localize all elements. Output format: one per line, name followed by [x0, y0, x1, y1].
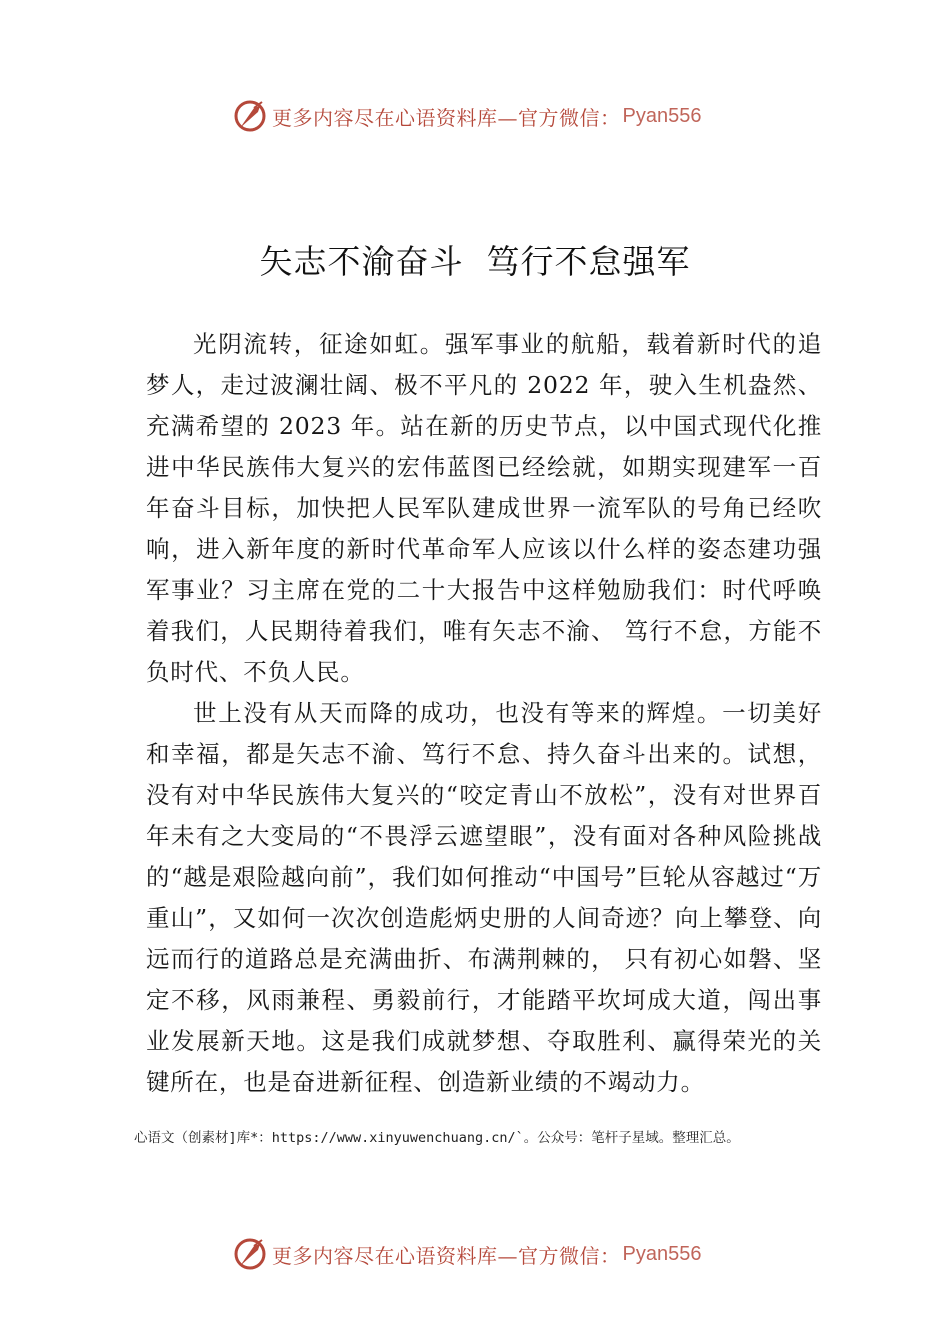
banner-text: 更多内容尽在心语资料库—官方微信： — [272, 105, 621, 130]
paragraph-2: 世上没有从天而降的成功，也没有等来的辉煌。一切美好和幸福，都是矢志不渝、笃行不怠、持久奋斗出来的。试想，没有对中华民族伟大复兴的“咬定青山不放松”，没有对世界百年未有之大变局的“不畏浮云遮望眼”，没有面对各种风险挑战的“越是艰险越向前”，我们如何推动“中国号”巨轮从容越过“万重山”，又如何一次次创造彪炳史册的人间奇迹？向上攀登、向远而行的道路总是充满曲折、布满荆棘的， 只有初心如磐、坚定不移，风雨兼程、勇毅前行，才能踏平坎坷成大道，闯出事业发展新天地。这是我们成就梦想、夺取胜利、赢得荣光的关键所在，也是奋进新征程、创造新业绩的不竭动力。 — [146, 699, 822, 1096]
quill-logo-icon — [232, 1236, 268, 1272]
article-body — [146, 324, 822, 1103]
banner-text: 更多内容尽在心语资料库—官方微信： — [272, 1243, 621, 1268]
page-title: 矢志不渝奋斗 笃行不怠强军 — [259, 242, 691, 282]
banner-wechat-id: Pyan556 — [622, 1242, 702, 1265]
source-note: 心语文（创素材]库*：https://www.xinyuwenchuang.cn/`。公众号：笔杆子星域。整理汇总。 — [134, 1130, 740, 1146]
banner-wechat-id: Pyan556 — [622, 104, 702, 127]
paragraph-1: 光阴流转，征途如虹。强军事业的航船，载着新时代的追梦人，走过波澜壮阔、极不平凡的 2022 年，驶入生机盎然、充满希望的 2023 年。站在新的历史节点，以中国式现代化推进中华民族伟大复兴的宏伟蓝图已经绘就，如期实现建军一百年奋斗目标，加快把人民军队建成世界一流军队的号角已经吹响，进入新年度的新时代革命军人应该以什么样的姿态建功强军事业？习主席在党的二十大报告中这样勉励我们：时代呼唤着我们，人民期待着我们，唯有矢志不渝、 笃行不怠，方能不负时代、不负人民。 — [146, 330, 822, 686]
footer-banner — [0, 1234, 950, 1274]
quill-logo-icon — [232, 98, 268, 134]
header-banner — [0, 96, 950, 136]
